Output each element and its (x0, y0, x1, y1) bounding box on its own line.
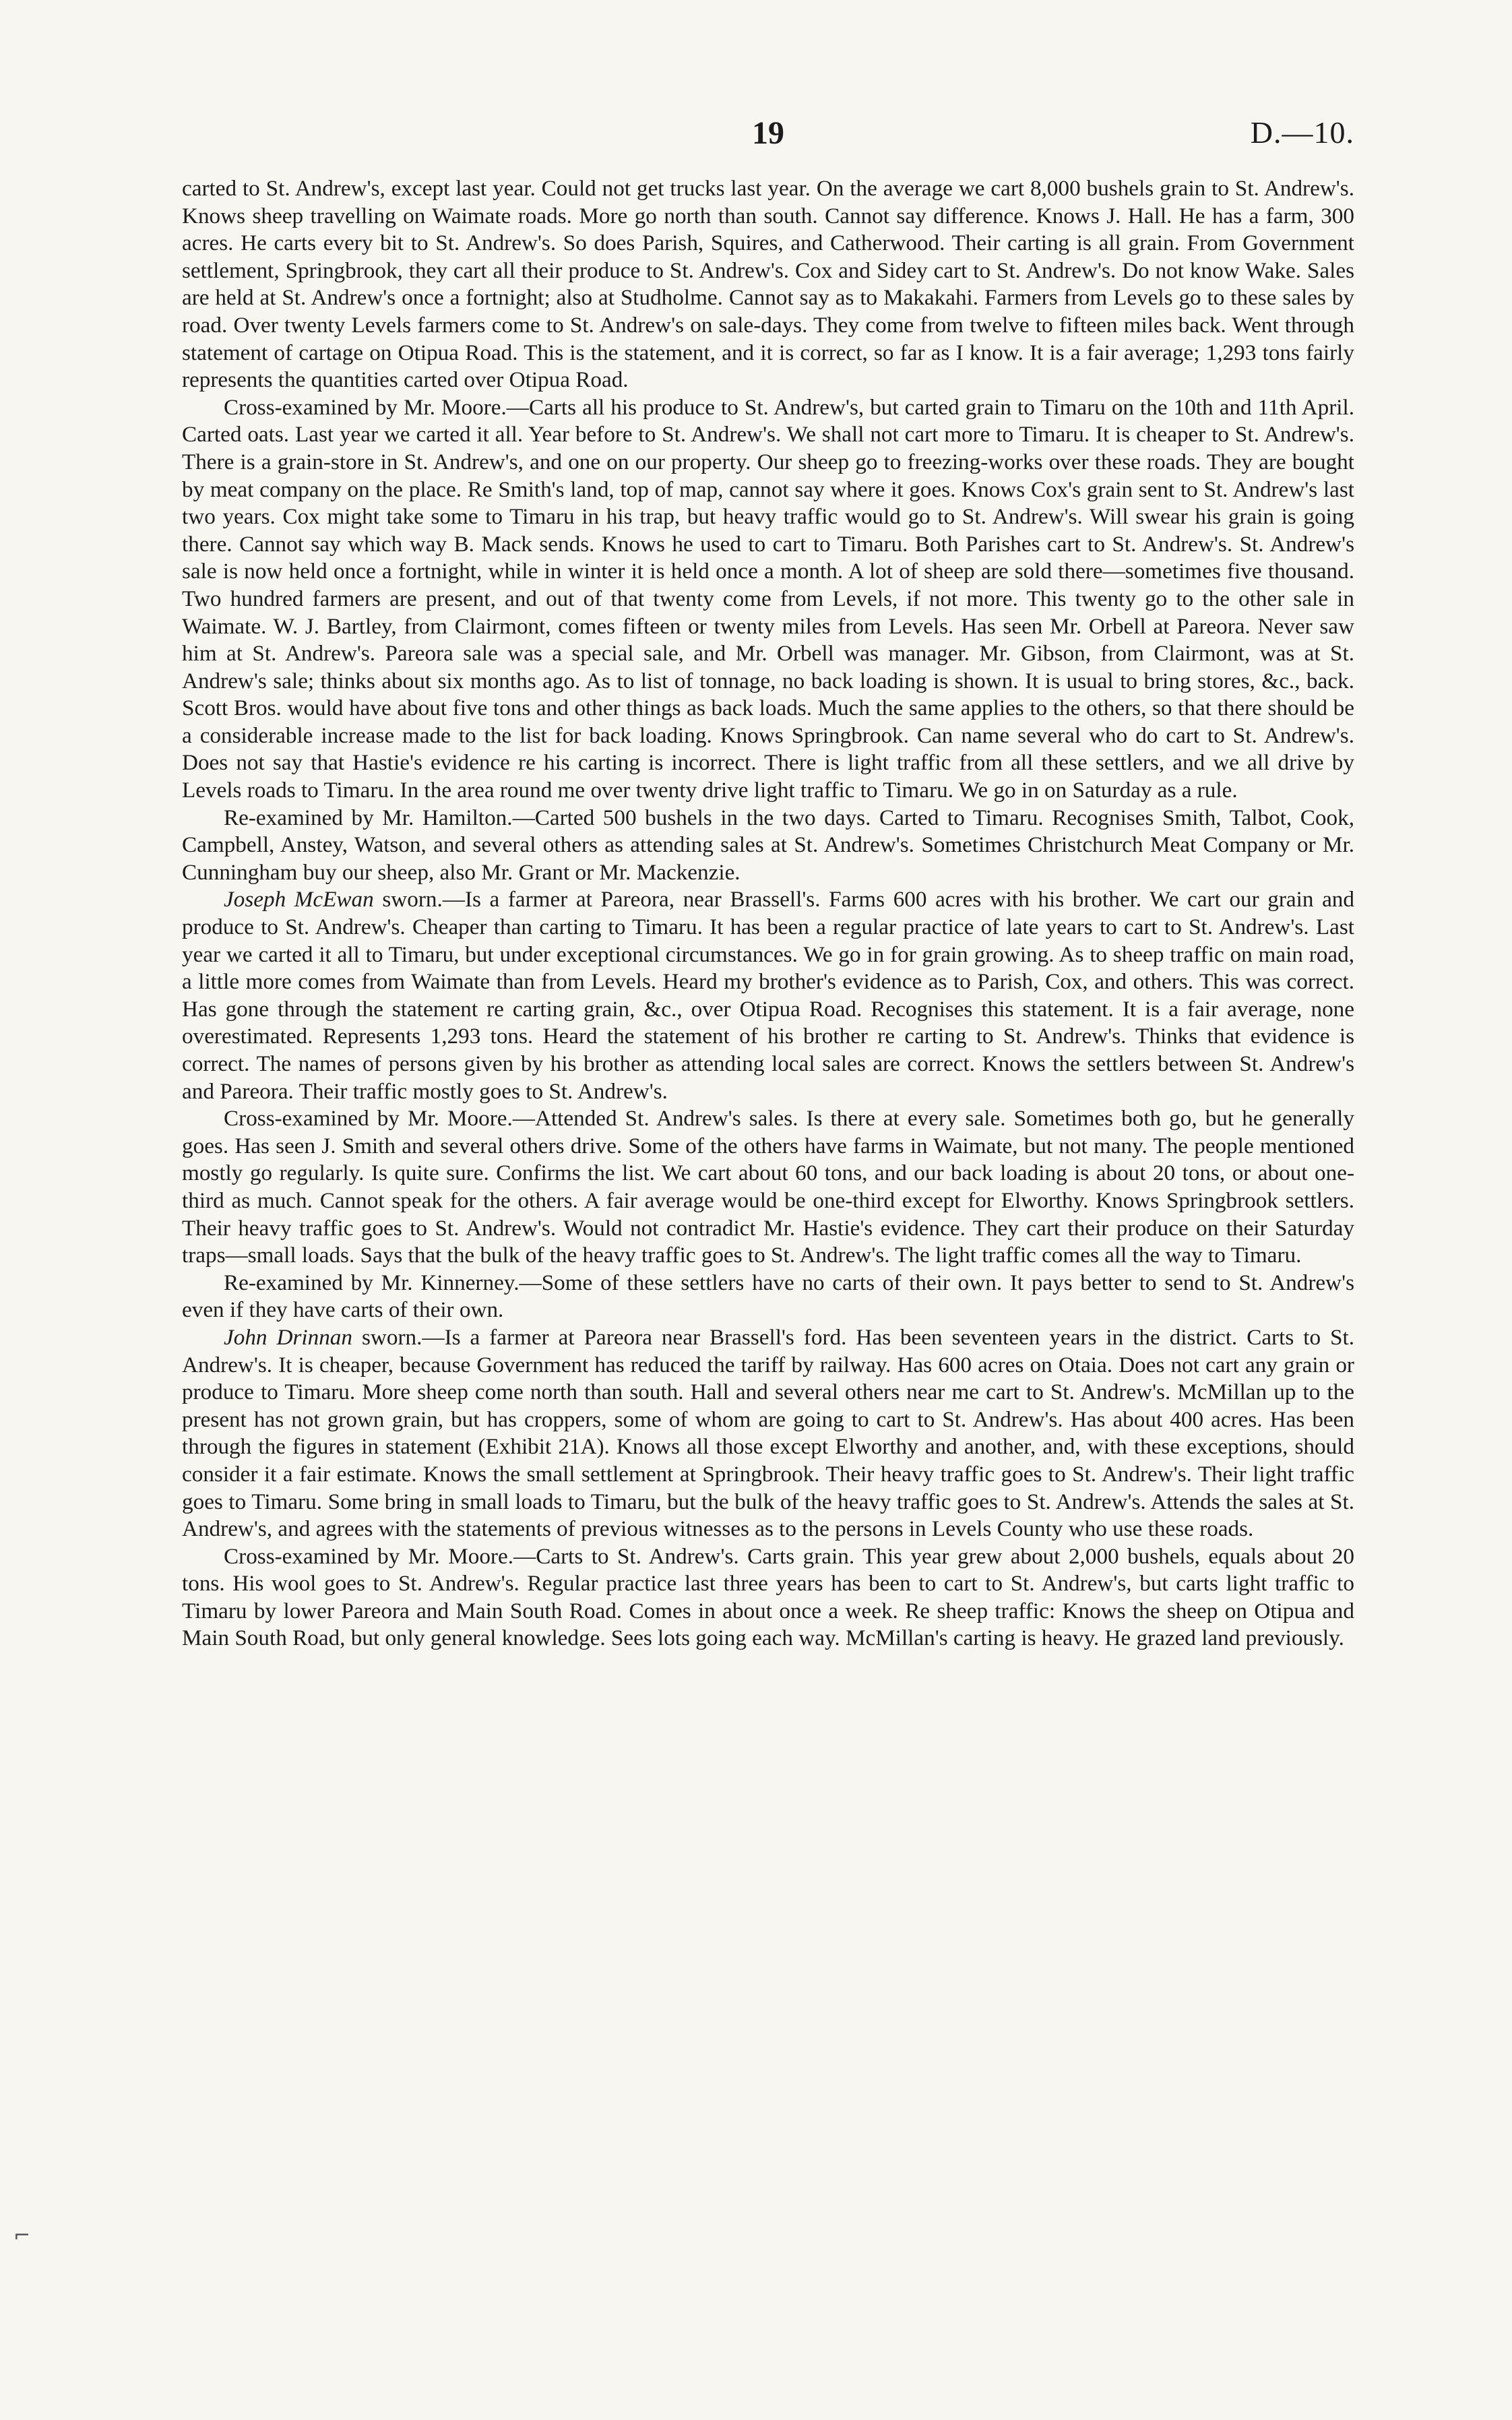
witness-name: John Drinnan (224, 1324, 352, 1350)
paragraph (182, 1543, 1354, 1652)
paragraph-text: Cross-examined by Mr. Moore.—Attended St. Andrew's sales. Is there at every sale. Sometimes both go, but he generally goes. Has seen J. Smith and several others drive. Some of the others have farms in Waimate, but not many. The people mentioned mostly go regularly. Is quite sure. Confirms the list. We cart about 60 tons, and our back loading is about 20 tons, or about one-third as much. Cannot speak for the others. A fair average would be one-third except for Elworthy. Knows Springbrook settlers. Their heavy traffic goes to St. Andrew's. Would not contradict Mr. Hastie's evidence. They cart their produce on their Saturday traps—small loads. Says that the bulk of the heavy traffic goes to St. Andrew's. The light traffic comes all the way to Timaru. (182, 1106, 1354, 1268)
page-header (182, 115, 1354, 175)
paragraph-text: Cross-examined by Mr. Moore.—Carts to St. Andrew's. Carts grain. This year grew about 2,000 bushels, equals about 20 tons. His wool goes to St. Andrew's. Regular practice last three years has been to cart to St. Andrew's, but carts light traffic to Timaru by lower Pareora and Main South Road. Comes in about once a week. Re sheep traffic: Knows the sheep on Otipua and Main South Road, but only general knowledge. Sees lots going each way. McMillan's carting is heavy. He grazed land previously. (182, 1543, 1354, 1651)
paragraph (182, 886, 1354, 1105)
paragraph (182, 394, 1354, 805)
paragraph-text: Cross-examined by Mr. Moore.—Carts all his produce to St. Andrew's, but carted grain to Timaru on the 10th and 11th April. Carted oats. Last year we carted it all. Year before to St. Andrew's. We shall not cart more to Timaru. It is cheaper to St. Andrew's. There is a grain-store in St. Andrew's, and one on our property. Our sheep go to freezing-works over these roads. They are bought by meat company on the place. Re Smith's land, top of map, cannot say where it goes. Knows Cox's grain sent to St. Andrew's last two years. Cox might take some to Timaru in his trap, but heavy traffic would go to St. Andrew's. Will swear his grain is going there. Cannot say which way B. Mack sends. Knows he used to cart to Timaru. Both Parishes cart to St. Andrew's. St. Andrew's sale is now held once a fortnight, while in winter it is held once a month. A lot of sheep are sold there—sometimes five thousand. Two hundred farmers are present, and out of that twenty come from Levels, if not more. This twenty go to the other sale in Waimate. W. J. Bartley, from Clairmont, comes fifteen or twenty miles from Levels. Has seen Mr. Orbell at Pareora. Never saw him at St. Andrew's. Pareora sale was a special sale, and Mr. Orbell was manager. Mr. Gibson, from Clairmont, was at St. Andrew's sale; thinks about six months ago. As to list of tonnage, no back loading is shown. It is usual to bring stores, &c., back. Scott Bros. would have about five tons and other things as back loads. Much the same applies to the others, so that there should be a considerable increase made to the list for back loading. Knows Springbrook. Can name several who do cart to St. Andrew's. Does not say that Hastie's evidence re his carting is incorrect. There is light traffic from all these settlers, and we all drive by Levels roads to Timaru. In the area round me over twenty drive light traffic to Timaru. We go in on Saturday as a rule. (182, 394, 1354, 803)
paragraph-text: carted to St. Andrew's, except last year. Could not get trucks last year. On the average we cart 8,000 bushels grain to St. Andrew's. Knows sheep travelling on Waimate roads. More go north than south. Cannot say difference. Knows J. Hall. He has a farm, 300 acres. He carts every bit to St. Andrew's. So does Parish, Squires, and Catherwood. Their carting is all grain. From Government settlement, Springbrook, they cart all their produce to St. Andrew's. Cox and Sidey cart to St. Andrew's. Do not know Wake. Sales are held at St. Andrew's once a fortnight; also at Studholme. Cannot say as to Makakahi. Farmers from Levels go to these sales by road. Over twenty Levels farmers come to St. Andrew's on sale-days. They come from twelve to fifteen miles back. Went through statement of cartage on Otipua Road. This is the statement, and it is correct, so far as I know. It is a fair average; 1,293 tons fairly represents the quantities carted over Otipua Road. (182, 176, 1354, 393)
paragraph (182, 1270, 1354, 1324)
margin-mark: ⌐ (13, 2224, 31, 2247)
paragraph-text: Re-examined by Mr. Kinnerney.—Some of these settlers have no carts of their own. It pays better to send to St. Andrew's even if they have carts of their own. (182, 1270, 1354, 1323)
page-number: 19 (752, 115, 784, 151)
paragraph-text: Re-examined by Mr. Hamilton.—Carted 500 bushels in the two days. Carted to Timaru. Recognises Smith, Talbot, Cook, Campbell, Anstey, Watson, and several others as attending sales at St. Andrew's. Sometimes Christchurch Meat Company or Mr. Cunningham buy our sheep, also Mr. Grant or Mr. Mackenzie. (182, 805, 1354, 885)
paragraph (182, 1105, 1354, 1270)
witness-name: Joseph McEwan (224, 887, 374, 912)
paragraph-text: sworn.—Is a farmer at Pareora, near Brassell's. Farms 600 acres with his brother. We cart our grain and produce to St. Andrew's. Cheaper than carting to Timaru. It has been a regular practice of late years to cart to St. Andrew's. Last year we carted it all to Timaru, but under exceptional circumstances. We go in for grain growing. As to sheep traffic on main road, a little more comes from Waimate than from Levels. Heard my brother's evidence as to Parish, Cox, and others. This was correct. Has gone through the statement re carting grain, &c., over Otipua Road. Recognises this statement. It is a fair average, none overestimated. Represents 1,293 tons. Heard the statement of his brother re carting to St. Andrew's. Thinks that evidence is correct. The names of persons given by his brother as attending local sales are correct. Knows the settlers between St. Andrew's and Pareora. Their traffic mostly goes to St. Andrew's. (182, 887, 1354, 1104)
document-reference: D.—10. (1250, 115, 1354, 150)
body-text (182, 175, 1354, 1652)
paragraph (182, 1324, 1354, 1543)
paragraph (182, 175, 1354, 394)
document-page (182, 115, 1354, 1652)
paragraph-text: sworn.—Is a farmer at Pareora near Brassell's ford. Has been seventeen years in the district. Carts to St. Andrew's. It is cheaper, because Government has reduced the tariff by railway. Has 600 acres on Otaia. Does not cart any grain or produce to Timaru. More sheep come north than south. Hall and several others near me cart to St. Andrew's. McMillan up to the present has not grown grain, but has croppers, some of whom are going to cart to St. Andrew's. Has about 400 acres. Has been through the figures in statement (Exhibit 21A). Knows all those except Elworthy and another, and, with these exceptions, should consider it a fair estimate. Knows the small settlement at Springbrook. Their heavy traffic goes to St. Andrew's. Their light traffic goes to Timaru. Some bring in small loads to Timaru, but the bulk of the heavy traffic goes to St. Andrew's. Attends the sales at St. Andrew's, and agrees with the statements of previous witnesses as to the persons in Levels County who use these roads. (182, 1324, 1355, 1542)
paragraph (182, 805, 1354, 887)
